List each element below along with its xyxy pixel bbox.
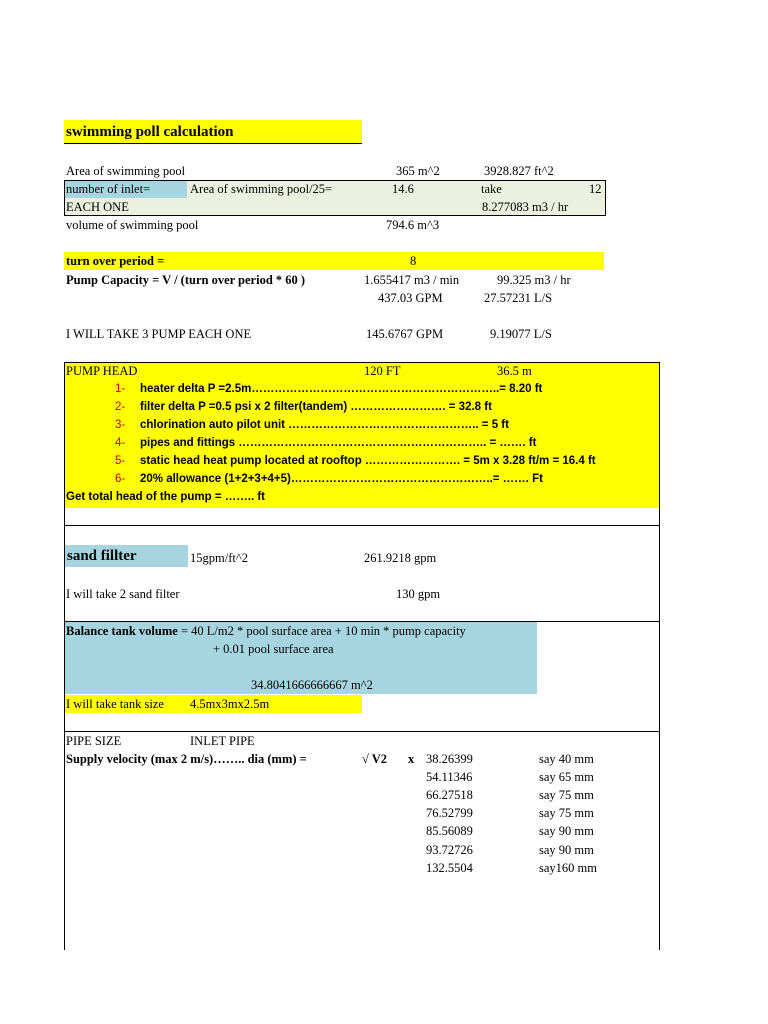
head-item-num-3: 3- (115, 419, 126, 431)
pump-head-m: 36.5 m (497, 364, 532, 378)
head-item-text-4: pipes and fittings ……………………………………………………….. = ……. ft (140, 437, 537, 449)
inlet-label: number of inlet= (65, 181, 187, 198)
turnover-value: 8 (410, 254, 417, 268)
balance-value: 34.8041666666667 m^2 (251, 678, 373, 692)
each-one-label: EACH ONE (66, 200, 129, 214)
inlet-formula: Area of swimming pool/25= (190, 182, 333, 196)
pump-capacity-v3: 437.03 GPM (378, 291, 443, 305)
pump-head-ft: 120 FT (364, 364, 401, 378)
pipe-say-3: say 75 mm (539, 788, 594, 802)
pipe-value-6: 93.72726 (426, 843, 473, 857)
pipe-value-5: 85.56089 (426, 824, 473, 838)
pump-capacity-label: Pump Capacity = V / (turn over period * 60 ) (66, 273, 306, 287)
area-m2: 365 m^2 (396, 164, 440, 178)
pipe-inlet: INLET PIPE (190, 734, 255, 748)
three-pump-gpm: 145.6767 GPM (366, 327, 444, 341)
pipe-say-4: say 75 mm (539, 806, 594, 820)
pump-capacity-v4: 27.57231 L/S (484, 291, 553, 305)
pipe-say-2: say 65 mm (539, 770, 594, 784)
page-title (64, 120, 362, 144)
head-item-text-1: heater delta P =2.5m………………………………………………………..= 8.20 ft (140, 383, 543, 395)
inlet-take-label: take (481, 182, 502, 196)
sand-take-value: 130 gpm (396, 587, 441, 601)
balance-formula-1: = 40 L/m2 * pool surface area + 10 min * pump capacity (177, 624, 466, 638)
three-pump-ls: 9.19077 L/S (490, 327, 552, 341)
sep-line-3 (64, 731, 660, 732)
tank-label: I will take tank size (66, 697, 164, 711)
pump-capacity-v1: 1.655417 m3 / min (364, 273, 460, 287)
pipe-value-7: 132.5504 (426, 861, 473, 875)
pipe-say-7: say160 mm (539, 861, 597, 875)
pipe-say-6: say 90 mm (539, 843, 594, 857)
pipe-say-5: say 90 mm (539, 824, 594, 838)
head-item-text-5: static head heat pump located at rooftop ……………………. = 5m x 3.28 ft/m = 16.4 ft (140, 455, 596, 467)
page-title-text: swimming poll calculation (66, 124, 234, 140)
pipe-supply: Supply velocity (max 2 m/s)…….. dia (mm) = (66, 752, 307, 766)
pipe-value-3: 66.27518 (426, 788, 473, 802)
pump-head-label: PUMP HEAD (66, 364, 138, 378)
pipe-value-4: 76.52799 (426, 806, 473, 820)
head-item-num-5: 5- (115, 455, 126, 467)
tank-value: 4.5mx3mx2.5m (190, 697, 270, 711)
head-item-num-6: 6- (115, 473, 126, 485)
turnover-label: turn over period = (66, 254, 165, 268)
inlet-take-value: 12 (589, 182, 602, 196)
balance-line-1 (66, 623, 466, 639)
head-item-num-1: 1- (115, 383, 126, 395)
sand-value: 261.9218 gpm (364, 551, 437, 565)
head-item-text-6: 20% allowance (1+2+3+4+5)……………………………………………..= ……. Ft (140, 473, 543, 485)
head-item-num-4: 4- (115, 437, 126, 449)
each-one-value: 8.277083 m3 / hr (482, 200, 569, 214)
pipe-value-1: 38.26399 (426, 752, 473, 766)
volume-label: volume of swimming pool (66, 218, 199, 232)
pump-head-total: Get total head of the pump = …….. ft (66, 491, 266, 503)
pump-capacity-v2: 99.325 m3 / hr (497, 273, 571, 287)
pipe-say-1: say 40 mm (539, 752, 594, 766)
volume-value: 794.6 m^3 (386, 218, 440, 232)
head-item-text-3: chlorination auto pilot unit ………………………………………….. = 5 ft (140, 419, 509, 431)
area-ft2: 3928.827 ft^2 (484, 164, 554, 178)
three-pump-label: I WILL TAKE 3 PUMP EACH ONE (66, 327, 252, 341)
sep-line-1 (64, 525, 660, 526)
inlet-value: 14.6 (392, 182, 414, 196)
head-item-num-2: 2- (115, 401, 126, 413)
head-item-text-2: filter delta P =0.5 psi x 2 filter(tandem) ……………………. = 32.8 ft (140, 401, 492, 413)
pipe-sqrt: √ V2 (362, 752, 388, 766)
area-label: Area of swimming pool (66, 164, 186, 178)
sand-label: sand fillter (67, 548, 137, 564)
pipe-label: PIPE SIZE (66, 734, 122, 748)
balance-label: Balance tank volume (66, 624, 178, 638)
right-border (659, 362, 660, 950)
sand-take-label: I will take 2 sand filter (66, 587, 180, 601)
sand-rate: 15gpm/ft^2 (190, 551, 248, 565)
balance-formula-2: + 0.01 pool surface area (213, 642, 334, 656)
pipe-x: x (408, 752, 415, 766)
pipe-value-2: 54.11346 (426, 770, 473, 784)
